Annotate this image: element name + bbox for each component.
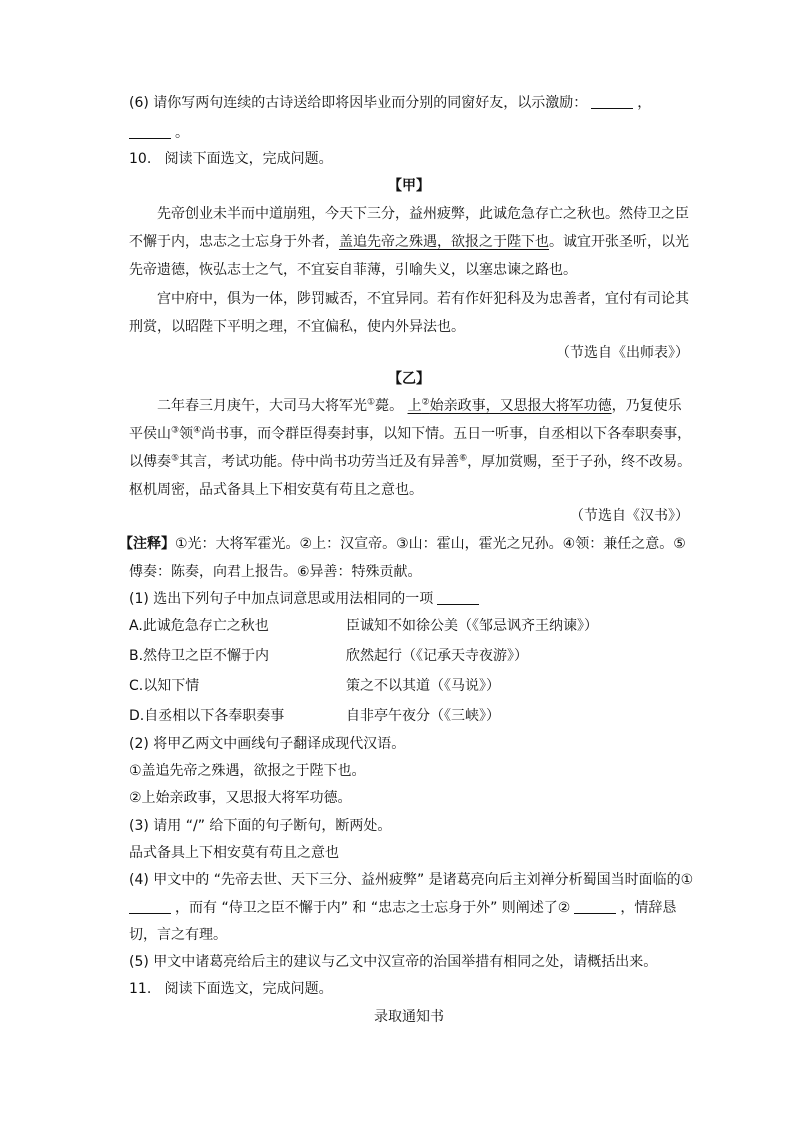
yi-text: 尚书事，而令群臣得奏封事，以知下情。五日一听事，自丞相以下各奉职奏事， (201, 426, 692, 442)
answer-blank[interactable] (437, 590, 479, 605)
option-b: B.然侍卫之臣不懈于内 (129, 648, 270, 664)
jia-text: 。诚宜开张圣听，以光 (549, 234, 689, 250)
option-a: A.此诚危急存亡之秋也 (129, 618, 269, 634)
option-row (129, 646, 269, 666)
yi-source: （节选自《汉书》） (570, 508, 689, 524)
q11-title: 11. 阅读下面选文，完成问题。 (129, 981, 333, 997)
sub2-item1: ①盖追先帝之殊遇，欲报之于陛下也。 (129, 763, 366, 779)
notes-line2: 傅奏：陈奏，向君上报告。⑥异善：特殊贡献。 (129, 564, 422, 580)
option-row (129, 706, 284, 726)
q9-6-line2 (129, 123, 189, 143)
yi-text: 其言，考试功能。侍中尚书功劳当迁及有异善 (179, 454, 460, 470)
yi-line3 (129, 452, 691, 472)
answer-blank[interactable] (129, 124, 171, 139)
yi-text: 领 (179, 426, 194, 442)
sub4-line1: (4) 甲文中的 “先帝去世、天下三分、益州疲弊” 是诸葛亮向后主刘禅分析蜀国当时面临的① (129, 872, 694, 888)
yi-text: ，厚加赏赐，至于子孙，终不改易。 (467, 454, 692, 470)
yi-line4: 枢机周密，品式备具上下相安莫有苟且之意也。 (129, 482, 423, 498)
option-compare: 臣诚知不如徐公美（《邹忌讽齐王纳谏》） (346, 618, 598, 634)
sub2-prompt: (2) 将甲乙两文中画线句子翻译成现代汉语。 (129, 736, 406, 752)
note-marker: ⑥ (459, 453, 468, 464)
note-marker: ⑤ (171, 453, 180, 464)
sub4-line2 (129, 898, 676, 918)
sub5-prompt: (5) 甲文中诸葛亮给后主的建议与乙文中汉宣帝的治国举措有相同之处，请概括出来。 (129, 954, 658, 970)
option-d: D.自丞相以下各奉职奏事 (129, 708, 285, 724)
yi-text: 薨。 (375, 398, 404, 414)
jia-p1-line1: 先帝创业未半而中道崩殂，今天下三分，益州疲弊，此诚危急存亡之秋也。然侍卫之臣 (157, 206, 689, 222)
yi-line2 (129, 424, 691, 444)
q9-6-prompt: (6) 请你写两句连续的古诗送给即将因毕业而分别的同窗好友，以示激励： (129, 95, 588, 111)
yi-text: 二年春三月庚午，大司马大将军光 (157, 398, 367, 414)
jia-p2-line1: 宫中府中，俱为一体，陟罚臧否，不宜异同。若有作奸犯科及为忠善者，宜付有司论其 (157, 291, 689, 307)
note-marker: ④ (193, 425, 202, 436)
sub4-line3: 切，言之有理。 (129, 927, 227, 943)
jia-p2-line2: 刑赏，以昭陛下平明之理，不宜偏私，使内外异法也。 (129, 319, 465, 335)
option-c: C.以知下情 (129, 678, 200, 694)
option-row (129, 616, 269, 636)
jia-text: 不懈于内，忠志之士忘身于外者， (129, 234, 339, 250)
sub2-item2: ②上始亲政事，又思报大将军功德。 (129, 790, 352, 806)
option-compare: 自非亭午夜分（《三峡》） (346, 708, 500, 724)
yi-heading: 【乙】 (388, 371, 430, 387)
sub4-text: ，情辞恳 (620, 900, 677, 916)
yi-text: 平侯山 (129, 426, 171, 442)
sub3-prompt: (3) 请用 “/” 给下面的句子断句，断两处。 (129, 818, 392, 834)
yi-line1 (157, 396, 682, 416)
q11-heading: 录取通知书 (374, 1009, 444, 1025)
option-row (129, 676, 199, 696)
yi-text: 始亲政事，又思报大将军功德 (429, 398, 612, 414)
notes-line1 (119, 534, 686, 554)
q9-6-end: 。 (175, 125, 189, 141)
yi-text: 上 (407, 398, 422, 414)
yi-underlined-sentence (408, 398, 612, 414)
jia-underlined-sentence: 盖追先帝之殊遇，欲报之于陛下也 (339, 234, 549, 250)
note-marker: ② (421, 397, 430, 408)
answer-blank[interactable] (574, 899, 616, 914)
answer-blank[interactable] (591, 94, 633, 109)
notes-text: ①光：大将军霍光。②上：汉宣帝。③山：霍山，霍光之兄孙。④领：兼任之意。⑤ (175, 536, 686, 552)
option-compare: 欣然起行（《记承天寺夜游》） (346, 648, 528, 664)
jia-source: （节选自《出师表》） (556, 345, 689, 361)
jia-heading: 【甲】 (388, 178, 430, 194)
yi-text: ，乃复使乐 (611, 398, 682, 414)
sub1-prompt-line (129, 589, 483, 609)
jia-p1-line2 (129, 232, 689, 252)
q9-6-sep: ， (637, 95, 652, 111)
yi-text: 以傅奏 (129, 454, 171, 470)
sub1-prompt: (1) 选出下列句子中加点词意思或用法相同的一项 (129, 591, 434, 607)
note-marker: ③ (171, 425, 180, 436)
sub3-sentence: 品式备具上下相安莫有苟且之意也 (129, 845, 339, 861)
option-compare: 策之不以其道（《马说》） (346, 678, 500, 694)
notes-label: 【注释】 (119, 536, 175, 552)
sub4-text: ，而有 “侍卫之臣不懈于内” 和 “忠志之士忘身于外” 则阐述了② (175, 900, 571, 916)
answer-blank[interactable] (129, 899, 171, 914)
jia-p1-line3: 先帝遗德，恢弘志士之气，不宜妄自菲薄，引喻失义，以塞忠谏之路也。 (129, 262, 577, 278)
q9-6-line (129, 93, 651, 113)
q10-title: 10. 阅读下面选文，完成问题。 (129, 151, 333, 167)
note-marker: ① (367, 397, 376, 408)
